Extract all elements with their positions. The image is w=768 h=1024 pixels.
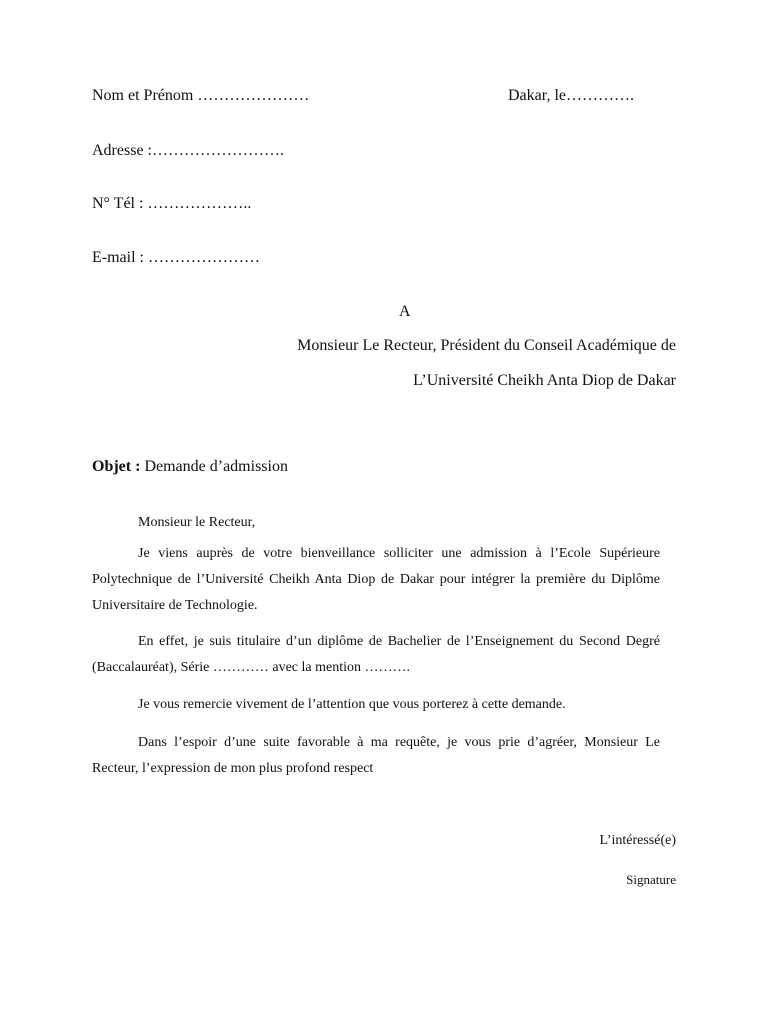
recipient-a: A [399,303,411,320]
paragraph-closing-formula: Dans l’espoir d’une suite favorable à ma requête, je vous prie d’agréer, Monsieur Le Recteur, l’expression de mon plus profond respect [92,735,660,776]
paragraph-diploma: En effet, je suis titulaire d’un diplôme de Bachelier de l’Enseignement du Second Degré (Baccalauréat), Série ………… avec la mention ………. [92,634,660,675]
phone-field-line: N° Tél : ……………….. [92,195,252,212]
subject-label: Objet : [92,458,141,475]
recipient-line-1: Monsieur Le Recteur, Président du Conseil Académique de [297,337,676,354]
paragraph-thanks: Je vous remercie vivement de l’attention que vous porterez à cette demande. [138,697,566,712]
email-field-line: E-mail : ………………… [92,249,260,266]
paragraph-admission-request: Je viens auprès de votre bienveillance solliciter une admission à l’Ecole Supérieure Polytechnique de l’Université Cheikh Anta Diop de Dakar pour intégrer la première du Diplôme Universitaire de Technologie. [92,546,660,613]
name-field-line: Nom et Prénom ………………… [92,87,310,104]
salutation: Monsieur le Recteur, [138,515,256,530]
recipient-line-2: L’Université Cheikh Anta Diop de Dakar [413,372,676,389]
subject-text: Demande d’admission [140,458,288,475]
address-field-line: Adresse :……………………. [92,142,284,159]
interesse-label: L’intéressé(e) [599,833,676,848]
date-field-line: Dakar, le…………. [508,87,634,104]
subject-line [92,458,288,476]
signature-label: Signature [626,872,676,887]
